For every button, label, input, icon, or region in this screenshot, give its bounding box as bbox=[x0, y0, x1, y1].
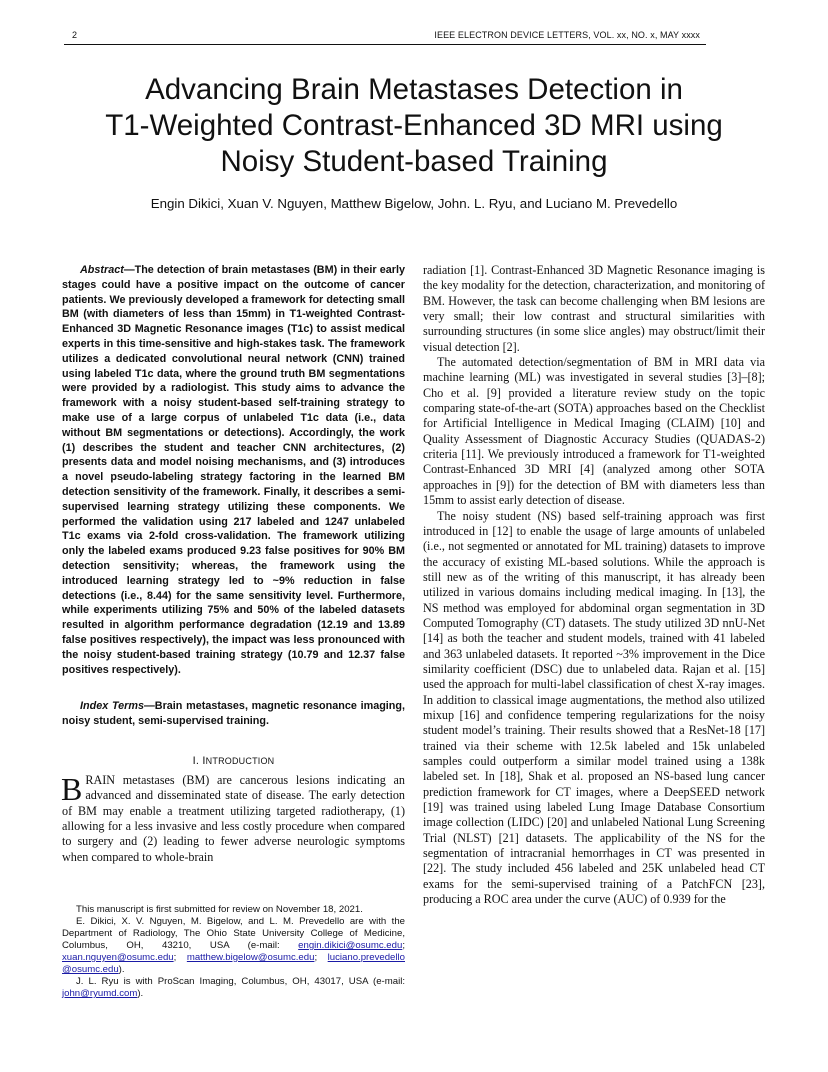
index-terms-dash: — bbox=[143, 700, 155, 713]
email-link[interactable]: matthew.bigelow@osumc.edu bbox=[186, 952, 315, 963]
index-terms-label: Index Terms bbox=[80, 700, 144, 713]
page-number: 2 bbox=[72, 30, 78, 40]
intro-text: RAIN metastases (BM) are cancerous lesions indicating an advanced and disseminated state of disease. The early detection of BM may enable a treatment utilizing targeted radiotherapy, (1) allowing for a less invasive and less costly procedure when compared to surgery and (2) leading to fewer adverse neurologic symptoms when compared to whole-brain bbox=[62, 772, 405, 864]
footnote-affiliation bbox=[62, 916, 405, 976]
abstract-label: Abstract bbox=[80, 264, 124, 276]
abstract-dash: — bbox=[123, 264, 135, 276]
body-paragraph: radiation [1]. Contrast-Enhanced 3D Magnetic Resonance imaging is the key modality for the detection, characterization, and monitoring of BM. However, the task can become challenging when BM lesions are very small; their low contrast and structural similarities with surrounding structures (in some slice angles) may obstruct/limit their visual detection [2]. bbox=[423, 263, 765, 354]
footnote-close: ). bbox=[137, 988, 144, 999]
email-separator: ; bbox=[314, 952, 328, 963]
running-header bbox=[64, 30, 706, 45]
title-line: Noisy Student-based Training bbox=[220, 145, 608, 178]
title-line: T1-Weighted Contrast-Enhanced 3D MRI using bbox=[105, 109, 723, 142]
email-separator: ; bbox=[402, 940, 405, 951]
paper-title bbox=[40, 72, 788, 180]
abstract bbox=[62, 263, 405, 677]
section-first-letter: I bbox=[202, 754, 206, 767]
email-link[interactable]: luciano.prevedello @osumc.edu bbox=[62, 952, 405, 975]
journal-header: IEEE ELECTRON DEVICE LETTERS, VOL. xx, NO. x, MAY xxxx bbox=[434, 30, 700, 40]
body-paragraph: The noisy student (NS) based self-training approach was first introduced in [12] to enable the usage of large amounts of unlabeled (i.e., not segmented or annotated for ML training) datasets to improve the accuracy of existing ML-based solutions. While the approach is still new as of the writing of this manuscript, it has already been utilized in various domains including medical imaging. In [13], the NS method was employed for abdominal organ segmentation in 3D Computed Tomography (CT) datasets. The study utilized 3D nnU-Net [14] as both the teacher and student models, trained with 41 labeled and 363 unlabeled datasets. It reported ~3% improvement in the Dice similarity coefficient (DSC) due to unlabeled data. Rajan et al. [15] used the approach for multi-label classification of chest X-ray images. In addition to classical image augmentations, the method also utilized mixup [16] and confidence tempering regularizations for the noisy student model’s training. Their results showed that a ResNet-18 [17] trained via their scheme with 12.5k labeled and 15k unlabeled samples could outperform a similar model trained using a 138k labeled set. In [18], Shak et al. proposed an NS-based lung cancer prediction framework for CT images, where a DeepSEED network [19] was trained using labeled Lung Image Database Consortium image collection (LIDC) [20] and unlabeled National Lung Screening Trial (NLST) [21] datasets. The applicability of the NS for the segmentation of intracranial hemorrhages in CT was presented in [22]. The study included 456 labeled and 25K unlabeled head CT exams for the semi-supervised training of a PatchFCN [23], producing a ROC area under the curve (AUC) of 0.939 for the bbox=[423, 508, 765, 907]
section-heading-introduction bbox=[62, 755, 405, 767]
title-line: Advancing Brain Metastases Detection in bbox=[145, 73, 683, 106]
footnote-affiliation-text: E. Dikici, X. V. Nguyen, M. Bigelow, and L. M. Prevedello are with the Department of Radiology, The Ohio State University College of Medicine, Columbus, OH, 43210, USA (e-mail: bbox=[62, 916, 405, 951]
email-separator: ; bbox=[173, 952, 177, 963]
footnote-submission: This manuscript is first submitted for review on November 18, 2021. bbox=[76, 904, 363, 915]
drop-cap: B bbox=[61, 770, 83, 807]
section-numeral: I. bbox=[192, 754, 200, 767]
section-rest: NTRODUCTION bbox=[205, 755, 275, 766]
email-link[interactable]: engin.dikici@osumc.edu bbox=[298, 940, 403, 951]
footnote-close: ). bbox=[118, 964, 125, 975]
footnote-ryu bbox=[62, 976, 405, 1000]
footnote bbox=[62, 904, 405, 1000]
index-terms-text: Brain metastases, magnetic resonance imaging, noisy student, semi-supervised training. bbox=[62, 700, 405, 728]
email-link[interactable]: john@ryumd.com bbox=[62, 988, 138, 999]
index-terms bbox=[62, 699, 405, 729]
footnote-ryu-text: J. L. Ryu is with ProScan Imaging, Columbus, OH, 43017, USA (e-mail: bbox=[76, 976, 405, 987]
left-column bbox=[62, 263, 405, 865]
body-paragraph: The automated detection/segmentation of BM in MRI data via machine learning (ML) was investigated in several studies [3]–[8]; Cho et al. [9] provided a literature review study on the topic comparing state-of-the-art (SOTA) approaches based on the Checklist for Artificial Intelligence in Medical Imaging (CLAIM) [10] and Quality Assessment of Diagnostic Accuracy Studies (QUADAS-2) criteria [11]. We previously introduced a framework for T1-weighted Contrast-Enhanced 3D MRI [4] (analyzed among other SOTA approaches in [9]) for the detection of BM with diameters less than 15mm to assist early detection of disease. bbox=[423, 355, 765, 508]
author-list: Engin Dikici, Xuan V. Nguyen, Matthew Bigelow, John. L. Ryu, and Luciano M. Prevedello bbox=[150, 196, 678, 211]
right-column bbox=[423, 263, 765, 907]
intro-paragraph bbox=[61, 770, 405, 865]
email-link[interactable]: xuan.nguyen@osumc.edu bbox=[62, 952, 174, 963]
abstract-text: The detection of brain metastases (BM) in their early stages could have a positive impact on the outcome of cancer patients. We previously developed a framework for detecting small BM (with diameters of less than 15mm) in T1-weighted Contrast-Enhanced 3D Magnetic Resonance images (T1c) to assist medical experts in this time-sensitive and high-stakes task. The framework utilizes a dedicated convolutional neural network (CNN) trained using labeled T1c data, where the ground truth BM segmentations were provided by a radiologist. This study aims to advance the framework with a noisy student-based self-training strategy to make use of a large corpus of unlabeled T1c data (i.e., data without BM segmentations or detections). Accordingly, the work (1) describes the student and teacher CNN architectures, (2) presents data and model noising mechanisms, and (3) introduces a novel pseudo-labeling strategy factoring in the learned BM detection sensitivity of the framework. Finally, it describes a semi-supervised learning strategy utilizing these components. We performed the validation using 217 labeled and 1247 unlabeled T1c exams via 2-fold cross-validation. The framework utilizing only the labeled exams produced 9.23 false positives for 90% BM detection sensitivity; whereas, the framework using the introduced learning strategy led to ~9% reduction in false detections (i.e., 8.44) for the same sensitivity level. Furthermore, while experiments utilizing 75% and 50% of the labeled datasets resulted in algorithm performance degradation (12.19 and 13.89 false positives respectively), the impact was less pronounced with the noisy student-based training strategy (10.79 and 12.37 false positives respectively). bbox=[62, 264, 405, 676]
